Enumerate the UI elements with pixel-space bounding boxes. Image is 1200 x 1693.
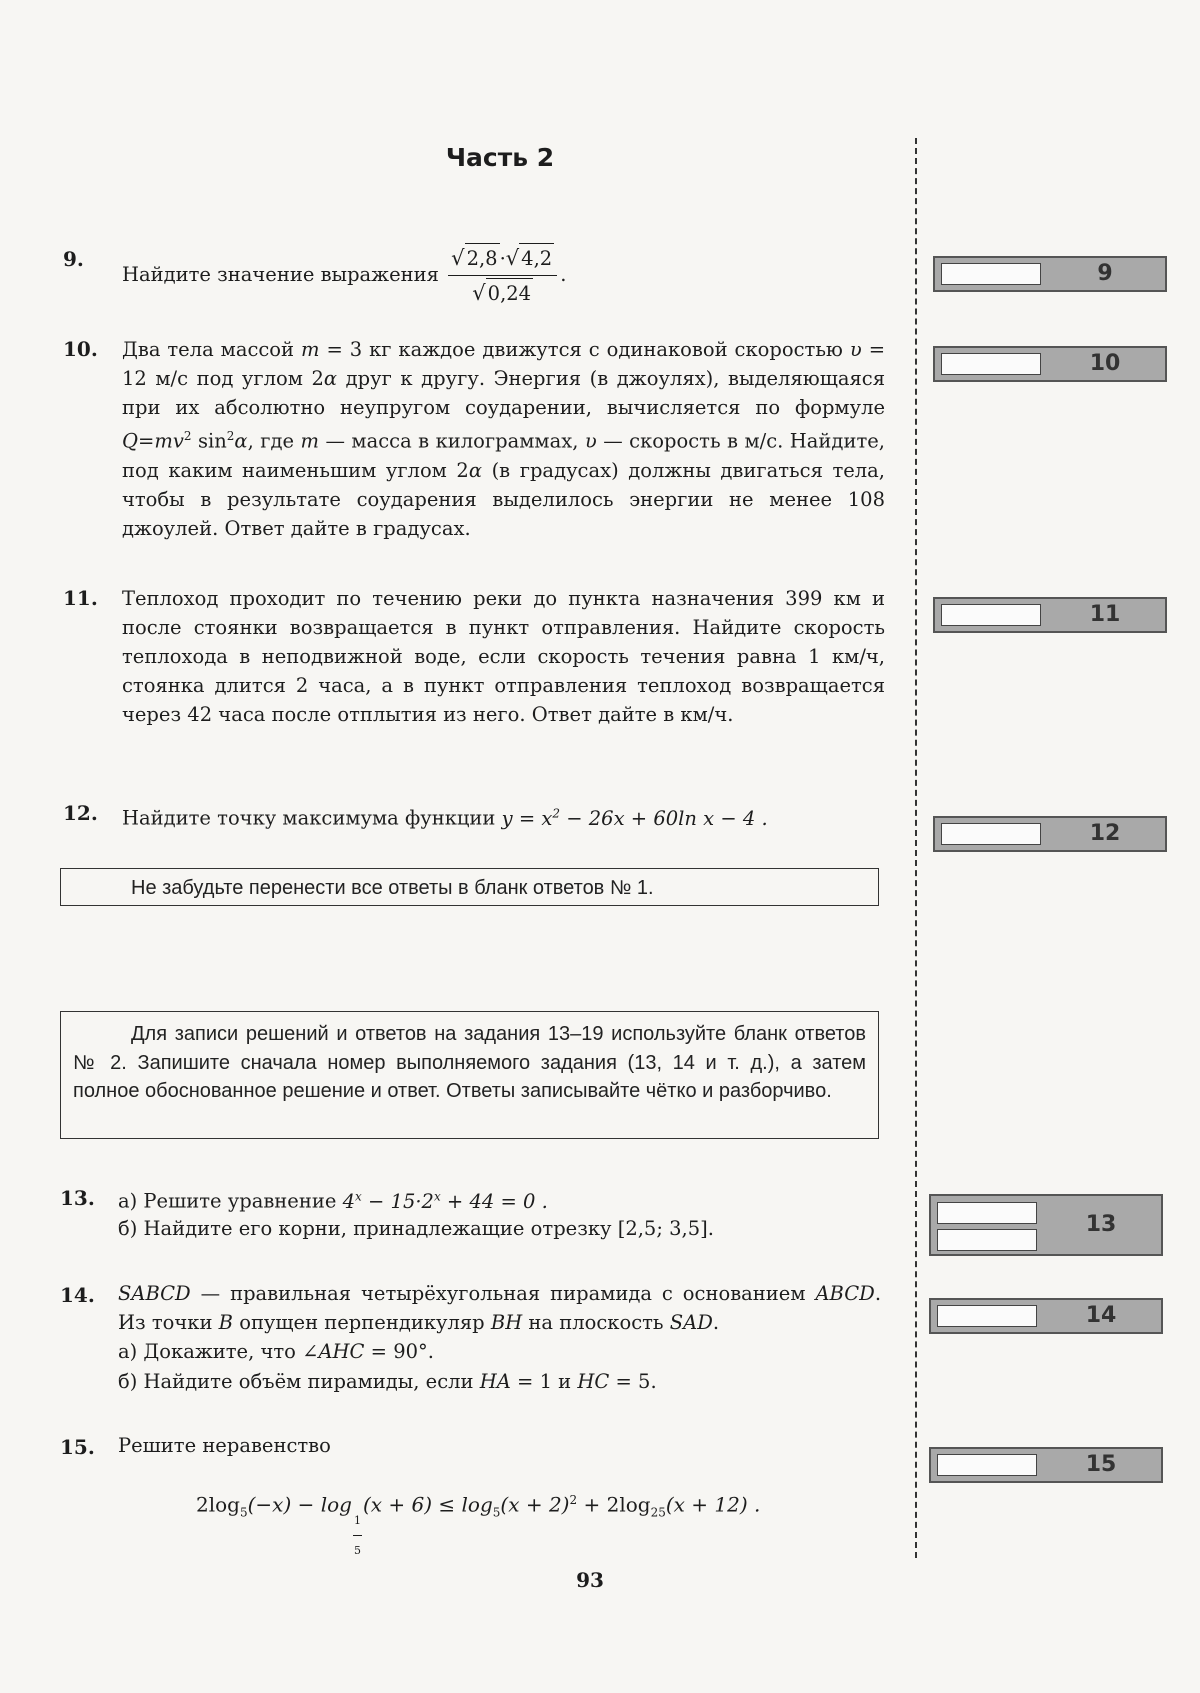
answer-box-label: 14 xyxy=(1085,1303,1117,1328)
answer-box-label: 15 xyxy=(1085,1452,1117,1477)
problem-12-text: Найдите точку максимума функции $y = x^2 - 26x + 60\ln$ x − 4 . xyxy=(122,806,768,830)
answer-box-9 xyxy=(933,256,1167,292)
answer-field-13a[interactable] xyxy=(937,1202,1037,1224)
page-number: 93 xyxy=(576,1568,604,1592)
instructions-notice: Для записи решений и ответов на задания 13–19 используйте бланк ответов № 2. Запишите сначала номер выполняемого задания (13, 14 и т. д.), а затем полное обоснованное решение и ответ. Ответы записывайте чётко и разборчиво. xyxy=(60,1011,879,1139)
answer-box-label: 10 xyxy=(1089,351,1121,376)
problem-10-text: Два тела массой m = 3 кг каждое движутся с одинаковой скоростью υ = 12 м/с под углом 2α друг к другу. Энергия (в джоулях), выделяющаяся при их абсолютно неупругом соударении, вычисляется по формуле $Q=mv^2$ $\sin^2\alpha$, где m — масса в килограммах, υ — скорость в м/с. Найдите, под каким наименьшим углом 2α (в градусах) должны двигаться тела, чтобы в результате соударения выделилось энергии не менее 108 джоулей. Ответ дайте в градусах. xyxy=(122,338,886,540)
answer-field-11[interactable] xyxy=(941,604,1041,626)
problem-9-fraction: $\frac{√ 2,8 \cdot√ 4,2}{√ 0,24}$ xyxy=(448,243,557,308)
answer-box-12 xyxy=(933,816,1167,852)
problem-14-part-a: а) Докажите, что ∠AHC = 90°. xyxy=(118,1340,434,1363)
problem-12-formula: $y = x^2 - 26x + 60\ln$ x − 4 . xyxy=(501,806,768,830)
cut-line xyxy=(915,138,917,1558)
problem-9-period: . xyxy=(560,263,567,286)
answer-box-14 xyxy=(929,1298,1163,1334)
problem-11-number: 11. xyxy=(63,586,98,610)
answer-field-10[interactable] xyxy=(941,353,1041,375)
answer-box-10 xyxy=(933,346,1167,382)
answer-field-12[interactable] xyxy=(941,823,1041,845)
answer-box-label: 11 xyxy=(1089,602,1121,627)
problem-10-number: 10. xyxy=(63,337,98,361)
problem-14-statement: SABCD — правильная четырёхугольная пирамида с основанием ABCD. Из точки B опущен перпендикуляр BH на плоскость SAD. xyxy=(118,1282,882,1334)
sqrt-2-8: 2,8 xyxy=(465,243,500,273)
times-dot: · xyxy=(499,247,506,270)
sqrt-0-24: 0,24 xyxy=(486,278,533,308)
problem-15-inequality: $2\log_5(-x) - \log$ $\frac{1}{5}$ $(x + 6) \le \log_5(x + 2)^2 + 2\log_{25}(x + 12)$ . xyxy=(196,1492,761,1557)
answer-box-15 xyxy=(929,1447,1163,1483)
answer-field-13b[interactable] xyxy=(937,1229,1037,1251)
answer-box-label: 9 xyxy=(1097,261,1113,286)
problem-13-part-b: б) Найдите его корни, принадлежащие отрезку [2,5; 3,5]. xyxy=(118,1217,714,1240)
answer-field-14[interactable] xyxy=(937,1305,1037,1327)
problem-11-text: Теплоход проходит по течению реки до пункта назначения 399 км и после стоянки возвращается в пункт отправления. Найдите скорость теплохода в неподвижной воде, если скорость течения равна 1 км/ч, стоянка длится 2 часа, а в пункт отправления теплоход возвращается через 42 часа после отплытия из него. Ответ дайте в км/ч. xyxy=(122,587,885,726)
transfer-answers-notice: Не забудьте перенести все ответы в бланк ответов № 1. xyxy=(60,868,879,906)
problem-15-text: Решите неравенство xyxy=(118,1434,331,1457)
problem-13-number: 13. xyxy=(60,1186,95,1210)
answer-field-15[interactable] xyxy=(937,1454,1037,1476)
problem-14-number: 14. xyxy=(60,1283,95,1307)
sqrt-4-2: 4,2 xyxy=(519,243,554,273)
answer-box-label: 12 xyxy=(1089,821,1121,846)
answer-box-label: 13 xyxy=(1085,1212,1117,1237)
part-title: Часть 2 xyxy=(445,143,555,172)
problem-13-part-a: а) Решите уравнение $4^x - 15\cdot 2^x + 44 = 0$ . xyxy=(118,1189,548,1213)
answer-box-11 xyxy=(933,597,1167,633)
problem-9-number: 9. xyxy=(63,247,84,271)
problem-9-text xyxy=(122,243,622,308)
problem-12-number: 12. xyxy=(63,801,98,825)
problem-15-number: 15. xyxy=(60,1435,95,1459)
answer-box-13 xyxy=(929,1194,1163,1256)
problem-9-prompt: Найдите значение выражения xyxy=(122,263,439,286)
answer-field-9[interactable] xyxy=(941,263,1041,285)
problem-14-part-b: б) Найдите объём пирамиды, если HA = 1 и HC = 5. xyxy=(118,1370,657,1393)
